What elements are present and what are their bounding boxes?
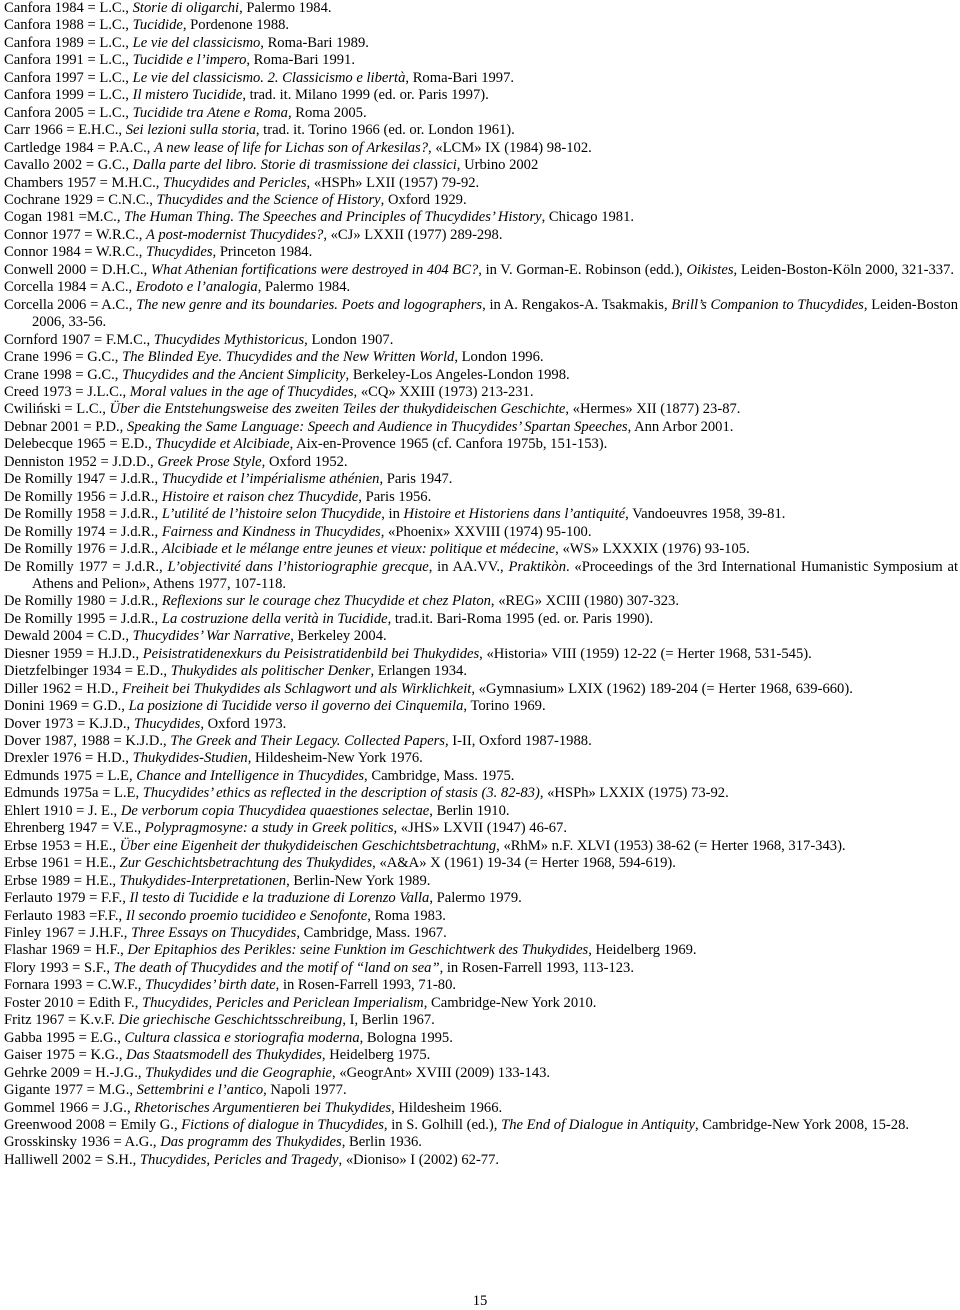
bibliography-entry: [4, 227, 958, 244]
entry-text: , Roma-Bari 1991.: [246, 52, 356, 69]
bibliography-entry: [4, 349, 958, 366]
entry-text: , Oxford 1929.: [380, 191, 467, 208]
entry-text: De Romilly 1976 = J.d.R.,: [4, 541, 162, 558]
bibliography-entry: [4, 698, 958, 715]
entry-title: Rhetorisches Argumentieren bei Thukydides: [134, 1099, 392, 1116]
entry-title: The new genre and its boundaries. Poets and logographers: [136, 296, 483, 313]
entry-text: Gaiser 1975 = K.G.,: [4, 1047, 127, 1064]
entry-text: De Romilly 1974 = J.d.R.,: [4, 523, 162, 540]
entry-title: Peisistratidenexkurs du Peisistratidenbild bei Thukydides: [142, 645, 480, 662]
bibliography-entry: [4, 105, 958, 122]
bibliography-entry: [4, 35, 958, 52]
entry-text: Ehlert 1910 = J. E.,: [4, 802, 121, 819]
entry-text: Dietzfelbinger 1934 = E.D.,: [4, 663, 171, 680]
bibliography-entry: [4, 122, 958, 139]
entry-text: Canfora 1997 = L.C.,: [4, 69, 133, 86]
bibliography-entry: [4, 209, 958, 226]
entry-text: Fritz 1967 = K.v.F.: [4, 1012, 119, 1029]
bibliography-entry: [4, 750, 958, 767]
entry-text: , trad.it. Bari-Roma 1995 (ed. or. Paris 1990).: [387, 610, 654, 627]
entry-title: La posizione di Tucidide verso il governo dei Cinquemila: [128, 698, 464, 715]
entry-text: , trad. it. Milano 1999 (ed. or. Paris 1997).: [242, 87, 489, 104]
entry-text: , «A&A» X (1961) 19-34 (= Herter 1968, 594-619).: [372, 855, 676, 872]
bibliography-entry: [4, 890, 958, 907]
entry-title: Tucidide tra Atene e Roma: [132, 104, 288, 121]
entry-text: , «HSPh» LXII (1957) 79-92.: [306, 174, 480, 191]
bibliography-entry: [4, 716, 958, 733]
bibliography-entry: [4, 838, 958, 855]
entry-text: , Paris 1947.: [379, 471, 453, 488]
bibliography-entry: [4, 925, 958, 942]
entry-text: Debnar 2001 = P.D.,: [4, 418, 127, 435]
bibliography-entry: [4, 593, 958, 610]
bibliography-entry: [4, 942, 958, 959]
entry-text: Donini 1969 = G.D.,: [4, 698, 129, 715]
entry-text: , «LCM» IX (1984) 98-102.: [428, 139, 592, 156]
bibliography-entry: [4, 70, 958, 87]
entry-title: Thucydides and Pericles: [163, 174, 307, 191]
entry-title: The Human Thing. The Speeches and Principles of Thucydides’ History: [124, 209, 542, 226]
entry-text: Flory 1993 = S.F.,: [4, 959, 114, 976]
entry-title: Thucydides’ ethics as reflected in the description of stasis (3. 82-83): [142, 785, 540, 802]
entry-text: Erbse 1953 = H.E.,: [4, 837, 120, 854]
entry-title: De verborum copia Thucydidea quaestiones selectae: [120, 802, 430, 819]
entry-title: Über eine Eigenheit der thukydideischen Geschichtsbetrachtung: [119, 837, 497, 854]
entry-title: Histoire et raison chez Thucydide: [161, 488, 359, 505]
bibliography-entry: [4, 663, 958, 680]
bibliography-entry: [4, 977, 958, 994]
bibliography-entry: [4, 52, 958, 69]
entry-text: , «Phoenix» XXVIII (1974) 95-100.: [380, 523, 592, 540]
bibliography-entry: [4, 157, 958, 174]
entry-text: , in AA.VV.,: [428, 558, 509, 575]
entry-text: , Hildesheim 1966.: [391, 1099, 503, 1116]
bibliography-entry: [4, 471, 958, 488]
entry-text: , Urbino 2002: [456, 157, 539, 174]
entry-title: Reflexions sur le courage chez Thucydide et chez Platon: [161, 593, 491, 610]
entry-title: Das programm des Thukydides: [160, 1134, 342, 1151]
entry-text: , Berkeley-Los Angeles-London 1998.: [345, 366, 570, 383]
entry-text: , I-II, Oxford 1987-1988.: [445, 733, 592, 750]
bibliography-entry: [4, 611, 958, 628]
entry-text: , «GeogrAnt» XVIII (2009) 133-143.: [332, 1064, 551, 1081]
entry-text: Drexler 1976 = H.D.,: [4, 750, 133, 767]
entry-text: Dover 1973 = K.J.D.,: [4, 715, 134, 732]
entry-text: De Romilly 1947 = J.d.R.,: [4, 471, 162, 488]
entry-text: , Aix-en-Provence 1965 (cf. Canfora 1975b, 151-153).: [289, 436, 608, 453]
bibliography-entry: [4, 192, 958, 209]
entry-title: L’objectivité dans l’historiographie grecque: [167, 558, 429, 575]
entry-text: , «Hermes» XII (1877) 23-87.: [565, 401, 741, 418]
entry-text: , «HSPh» LXXIX (1975) 73-92.: [539, 785, 729, 802]
entry-text: , «RhM» n.F. XLVI (1953) 38-62 (= Herter 1968, 317-343).: [496, 837, 846, 854]
entry-text: , Berlin 1936.: [341, 1134, 422, 1151]
entry-text: , Palermo 1979.: [429, 890, 522, 907]
entry-title: Thucydide et l’impérialisme athénien: [161, 471, 380, 488]
entry-text: , Cambridge-New York 2010.: [423, 994, 597, 1011]
entry-text: , Roma-Bari 1989.: [260, 34, 369, 51]
entry-title: Thukydides-Interpretationen: [119, 872, 287, 889]
entry-title: The death of Thucydides and the motif of “land on sea”: [113, 959, 440, 976]
entry-text: Corcella 1984 = A.C.,: [4, 279, 136, 296]
entry-text: Greenwood 2008 = Emily G.,: [4, 1117, 182, 1133]
bibliography-entry: [4, 908, 958, 925]
bibliography-entry: [4, 681, 958, 698]
entry-text: Canfora 2005 = L.C.,: [4, 104, 133, 121]
entry-text: , Roma-Bari 1997.: [405, 69, 515, 86]
bibliography-entry: [4, 1047, 958, 1064]
entry-text: , Heidelberg 1969.: [588, 942, 697, 959]
entry-title: Il mistero Tucidide: [132, 87, 243, 104]
entry-text: Canfora 1984 = L.C.,: [4, 0, 133, 16]
entry-title: Le vie del classicismo. 2. Classicismo e libertà: [132, 69, 406, 86]
entry-title: La costruzione della verità in Tucidide: [161, 610, 388, 627]
entry-text: , Vandoeuvres 1958, 39-81.: [625, 506, 786, 523]
entry-text: Dover 1987, 1988 = K.J.D.,: [4, 733, 171, 750]
bibliography-entry: [4, 175, 958, 192]
entry-title: The Greek and Their Legacy. Collected Papers: [170, 733, 445, 750]
entry-text: Denniston 1952 = J.D.D.,: [4, 453, 158, 470]
entry-title: Fictions of dialogue in Thucydides: [181, 1117, 384, 1133]
bibliography-entry: [4, 262, 958, 279]
entry-text: Ferlauto 1983 =F.F.,: [4, 907, 126, 924]
entry-title: Polypragmosyne: a study in Greek politics: [144, 820, 394, 837]
entry-title: Thucydides’ War Narrative: [132, 628, 291, 645]
entry-title: Settembrini e l’antico: [136, 1082, 264, 1099]
entry-text: Creed 1973 = J.L.C.,: [4, 383, 130, 400]
entry-text: Chambers 1957 = M.H.C.,: [4, 174, 164, 191]
bibliography-entry: [4, 1100, 958, 1117]
entry-title: The End of Dialogue in Antiquity: [501, 1117, 695, 1133]
bibliography-entry: [4, 628, 958, 645]
entry-text: , in Rosen-Farrell 1993, 71-80.: [275, 977, 457, 994]
bibliography-entry: [4, 401, 958, 418]
entry-text: , in A. Rengakos-A. Tsakmakis,: [482, 296, 672, 313]
entry-title: Tucidide e l’impero: [132, 52, 247, 69]
entry-title: Sei lezioni sulla storia: [125, 122, 256, 139]
entry-text: Diller 1962 = H.D.,: [4, 680, 123, 697]
bibliography-entry: [4, 1082, 958, 1099]
entry-title: Il secondo proemio tucidideo e Senofonte: [125, 907, 368, 924]
entry-title: What Athenian fortifications were destroyed in 404 BC?: [150, 261, 479, 278]
entry-title: Thucydides and the Ancient Simplicity: [122, 366, 346, 383]
bibliography-list: [4, 0, 958, 1169]
entry-text: , Ann Arbor 2001.: [627, 418, 734, 435]
entry-text: Canfora 1989 = L.C.,: [4, 34, 133, 51]
entry-text: , Palermo 1984.: [239, 0, 332, 16]
bibliography-entry: [4, 506, 958, 523]
entry-text: Flashar 1969 = H.F.,: [4, 942, 128, 959]
bibliography-entry: [4, 244, 958, 261]
entry-text: Crane 1996 = G.C.,: [4, 349, 123, 366]
entry-text: De Romilly 1977 = J.d.R.,: [4, 558, 168, 575]
entry-text: De Romilly 1956 = J.d.R.,: [4, 488, 162, 505]
entry-text: Edmunds 1975a = L.E,: [4, 785, 143, 802]
entry-text: Carr 1966 = E.H.C.,: [4, 122, 126, 139]
entry-text: , Paris 1956.: [358, 488, 432, 505]
entry-text: , in: [381, 506, 404, 523]
entry-title: Der Epitaphios des Perikles: seine Funktion im Geschichtwerk des Thukydides: [127, 942, 589, 959]
entry-text: , Napoli 1977.: [263, 1082, 347, 1099]
entry-text: , Heidelberg 1975.: [321, 1047, 431, 1064]
entry-text: , Cambridge, Mass. 1967.: [296, 925, 447, 942]
entry-title: Fairness and Kindness in Thucydides: [161, 523, 381, 540]
entry-text: , in S. Golhill (ed.),: [383, 1117, 502, 1133]
entry-title: Praktikòn: [508, 558, 567, 575]
entry-title: Das Staatsmodell des Thukydides: [126, 1047, 322, 1064]
entry-text: , London 1907.: [304, 331, 394, 348]
bibliography-entry: [4, 1030, 958, 1047]
page-number: 15: [472, 1293, 488, 1309]
entry-text: Foster 2010 = Edith F.,: [4, 994, 143, 1011]
entry-text: . «Proceedings of the 3rd International Humanistic Symposium at Athens and Pelion», Athens 1977, 107-118.: [32, 558, 958, 592]
entry-text: Crane 1998 = G.C.,: [4, 366, 123, 383]
entry-title: Zur Geschichtsbetrachtung des Thukydides: [119, 855, 373, 872]
entry-title: Tucidide: [132, 17, 183, 34]
entry-text: , Oxford 1952.: [261, 453, 348, 470]
entry-title: Alcibiade et le mélange entre jeunes et vieux: politique et médecine: [161, 541, 556, 558]
entry-title: Thukydides als politischer Denker: [170, 663, 371, 680]
entry-text: Gommel 1966 = J.G.,: [4, 1099, 135, 1116]
entry-text: Cwiliński = L.C.,: [4, 401, 110, 418]
entry-text: , Cambridge-New York 2008, 15-28.: [694, 1117, 910, 1133]
entry-text: Canfora 1999 = L.C.,: [4, 87, 133, 104]
entry-text: , Berlin 1910.: [429, 802, 510, 819]
bibliography-entry: [4, 0, 958, 17]
entry-title: Thucydides: [146, 244, 213, 261]
entry-text: De Romilly 1958 = J.d.R.,: [4, 506, 162, 523]
bibliography-entry: [4, 1152, 958, 1169]
entry-text: De Romilly 1995 = J.d.R.,: [4, 610, 162, 627]
entry-text: , «Historia» VIII (1959) 12-22 (= Herter 1968, 531-545).: [479, 645, 812, 662]
entry-title: Dalla parte del libro. Storie di trasmissione dei classici: [132, 157, 457, 174]
entry-text: Cavallo 2002 = G.C.,: [4, 157, 133, 174]
entry-title: Greek Prose Style: [157, 453, 262, 470]
entry-text: Edmunds 1975 = L.E,: [4, 767, 137, 784]
entry-text: , Princeton 1984.: [212, 244, 313, 261]
entry-title: Brill’s Companion to Thucydides: [671, 296, 864, 313]
bibliography-entry: [4, 17, 958, 34]
bibliography-entry: [4, 768, 958, 785]
entry-text: Conwell 2000 = D.H.C.,: [4, 261, 151, 278]
bibliography-entry: [4, 384, 958, 401]
entry-title: Erodoto e l’analogia: [135, 279, 258, 296]
entry-title: The Blinded Eye. Thucydides and the New Written World: [122, 349, 455, 366]
entry-title: Thucydides’ birth date: [145, 977, 276, 994]
bibliography-entry: [4, 1117, 958, 1134]
entry-text: , «Dioniso» I (2002) 62-77.: [338, 1151, 500, 1168]
entry-text: , «WS» LXXXIX (1976) 93-105.: [555, 541, 750, 558]
entry-text: Diesner 1959 = H.J.D.,: [4, 645, 143, 662]
entry-text: Ehrenberg 1947 = V.E.,: [4, 820, 145, 837]
entry-text: , in Rosen-Farrell 1993, 113-123.: [439, 959, 634, 976]
entry-text: Erbse 1989 = H.E.,: [4, 872, 120, 889]
entry-title: Thucydides: [133, 715, 201, 732]
entry-text: Cartledge 1984 = P.A.C.,: [4, 139, 155, 156]
entry-text: , Oxford 1973.: [200, 715, 287, 732]
entry-text: , Berlin-New York 1989.: [286, 872, 431, 889]
entry-text: Grosskinsky 1936 = A.G.,: [4, 1134, 161, 1151]
entry-text: , «CQ» XXIII (1973) 213-231.: [353, 383, 534, 400]
entry-text: , Palermo 1984.: [257, 279, 351, 296]
entry-text: , Bologna 1995.: [359, 1029, 453, 1046]
bibliography-entry: [4, 559, 958, 594]
entry-text: Gehrke 2009 = H.-J.G.,: [4, 1064, 146, 1081]
entry-text: Canfora 1988 = L.C.,: [4, 17, 133, 34]
entry-text: Finley 1967 = J.H.F.,: [4, 925, 132, 942]
bibliography-entry: [4, 419, 958, 436]
entry-text: Cogan 1981 =M.C.,: [4, 209, 125, 226]
bibliography-entry: [4, 524, 958, 541]
entry-title: Thucydides and the Science of History: [156, 191, 381, 208]
entry-text: Halliwell 2002 = S.H.,: [4, 1151, 140, 1168]
entry-text: , «CJ» LXXII (1977) 289-298.: [323, 226, 503, 243]
entry-title: Le vie del classicismo: [132, 34, 261, 51]
entry-text: Gabba 1995 = E.G.,: [4, 1029, 125, 1046]
bibliography-entry: [4, 489, 958, 506]
entry-title: Oikistes: [686, 261, 734, 278]
bibliography-entry: [4, 646, 958, 663]
entry-text: Connor 1977 = W.R.C.,: [4, 226, 147, 243]
entry-text: , in V. Gorman-E. Robinson (edd.),: [478, 261, 687, 278]
entry-text: , Chicago 1981.: [541, 209, 635, 226]
bibliography-entry: [4, 960, 958, 977]
entry-text: Canfora 1991 = L.C.,: [4, 52, 133, 69]
bibliography-entry: [4, 803, 958, 820]
bibliography-entry: [4, 785, 958, 802]
entry-text: Ferlauto 1979 = F.F.,: [4, 890, 130, 907]
entry-text: , Pordenone 1988.: [182, 17, 290, 34]
entry-title: Thukydides und die Geographie: [145, 1064, 333, 1081]
entry-text: Cornford 1907 = F.M.C.,: [4, 331, 154, 348]
entry-text: , «Gymnasium» LXIX (1962) 189-204 (= Herter 1968, 639-660).: [471, 680, 853, 697]
entry-title: Storie di oligarchi: [132, 0, 240, 16]
entry-text: Dewald 2004 = C.D.,: [4, 628, 133, 645]
bibliography-entry: [4, 87, 958, 104]
entry-text: , Roma 1983.: [367, 907, 446, 924]
bibliography-entry: [4, 855, 958, 872]
bibliography-entry: [4, 995, 958, 1012]
bibliography-entry: [4, 279, 958, 296]
entry-text: , London 1996.: [454, 349, 544, 366]
bibliography-entry: [4, 367, 958, 384]
entry-title: Thucydides, Pericles and Tragedy: [139, 1151, 339, 1168]
bibliography-entry: [4, 332, 958, 349]
bibliography-entry: [4, 140, 958, 157]
entry-title: Die griechische Geschichtsschreibung: [118, 1012, 343, 1029]
entry-text: , Erlangen 1934.: [370, 663, 467, 680]
entry-text: , «JHS» LXVII (1947) 46-67.: [393, 820, 567, 837]
entry-title: Il testo di Tucidide e la traduzione di Lorenzo Valla: [129, 890, 430, 907]
entry-title: Speaking the Same Language: Speech and Audience in Thucydides’ Spartan Speeches: [126, 418, 628, 435]
entry-text: , Leiden-Boston-Köln 2000, 321-337.: [733, 261, 955, 278]
bibliography-entry: [4, 1134, 958, 1151]
entry-text: Erbse 1961 = H.E.,: [4, 855, 120, 872]
entry-text: , I, Berlin 1967.: [342, 1012, 435, 1029]
entry-text: Fornara 1993 = C.W.F.,: [4, 977, 146, 994]
entry-text: De Romilly 1980 = J.d.R.,: [4, 593, 162, 610]
entry-title: Über die Entstehungsweise des zweiten Teiles der thukydideischen Geschichte: [109, 401, 566, 418]
entry-text: Corcella 2006 = A.C.,: [4, 296, 137, 313]
entry-text: Connor 1984 = W.R.C.,: [4, 244, 147, 261]
bibliography-entry: [4, 820, 958, 837]
entry-title: Thucydide et Alcibiade: [155, 436, 290, 453]
entry-text: Cochrane 1929 = C.N.C.,: [4, 191, 157, 208]
entry-title: Thucydides, Pericles and Periclean Imperialism: [142, 994, 424, 1011]
entry-text: , «REG» XCIII (1980) 307-323.: [490, 593, 679, 610]
bibliography-entry: [4, 454, 958, 471]
entry-text: , trad. it. Torino 1966 (ed. or. London 1961).: [255, 122, 515, 139]
entry-title: Histoire et Historiens dans l’antiquité: [403, 506, 626, 523]
entry-title: L’utilité de l’histoire selon Thucydide: [161, 506, 382, 523]
entry-title: A new lease of life for Lichas son of Arkesilas?: [154, 139, 429, 156]
entry-title: A post-modernist Thucydides?: [146, 226, 324, 243]
entry-text: Delebecque 1965 = E.D.,: [4, 436, 156, 453]
entry-text: Gigante 1977 = M.G.,: [4, 1082, 137, 1099]
entry-text: , Roma 2005.: [287, 104, 367, 121]
entry-title: Thukydides-Studien: [132, 750, 248, 767]
entry-title: Thucydides Mythistoricus: [153, 331, 305, 348]
entry-text: , Hildesheim-New York 1976.: [247, 750, 423, 767]
entry-text: , Cambridge, Mass. 1975.: [364, 767, 515, 784]
entry-text: , Torino 1969.: [463, 698, 546, 715]
entry-title: Cultura classica e storiografia moderna: [124, 1029, 360, 1046]
bibliography-entry: [4, 541, 958, 558]
entry-text: , Leiden-Boston 2006, 33-56.: [32, 296, 958, 331]
bibliography-entry: [4, 733, 958, 750]
bibliography-entry: [4, 1012, 958, 1029]
bibliography-entry: [4, 873, 958, 890]
entry-title: Freiheit bei Thukydides als Schlagwort und als Wirklichkeit: [122, 680, 472, 697]
bibliography-entry: [4, 297, 958, 332]
entry-title: Three Essays on Thucydides: [131, 925, 297, 942]
bibliography-entry: [4, 1065, 958, 1082]
entry-title: Chance and Intelligence in Thucydides: [136, 767, 365, 784]
bibliography-entry: [4, 436, 958, 453]
entry-text: , Berkeley 2004.: [290, 628, 387, 645]
entry-title: Moral values in the age of Thucydides: [129, 383, 354, 400]
